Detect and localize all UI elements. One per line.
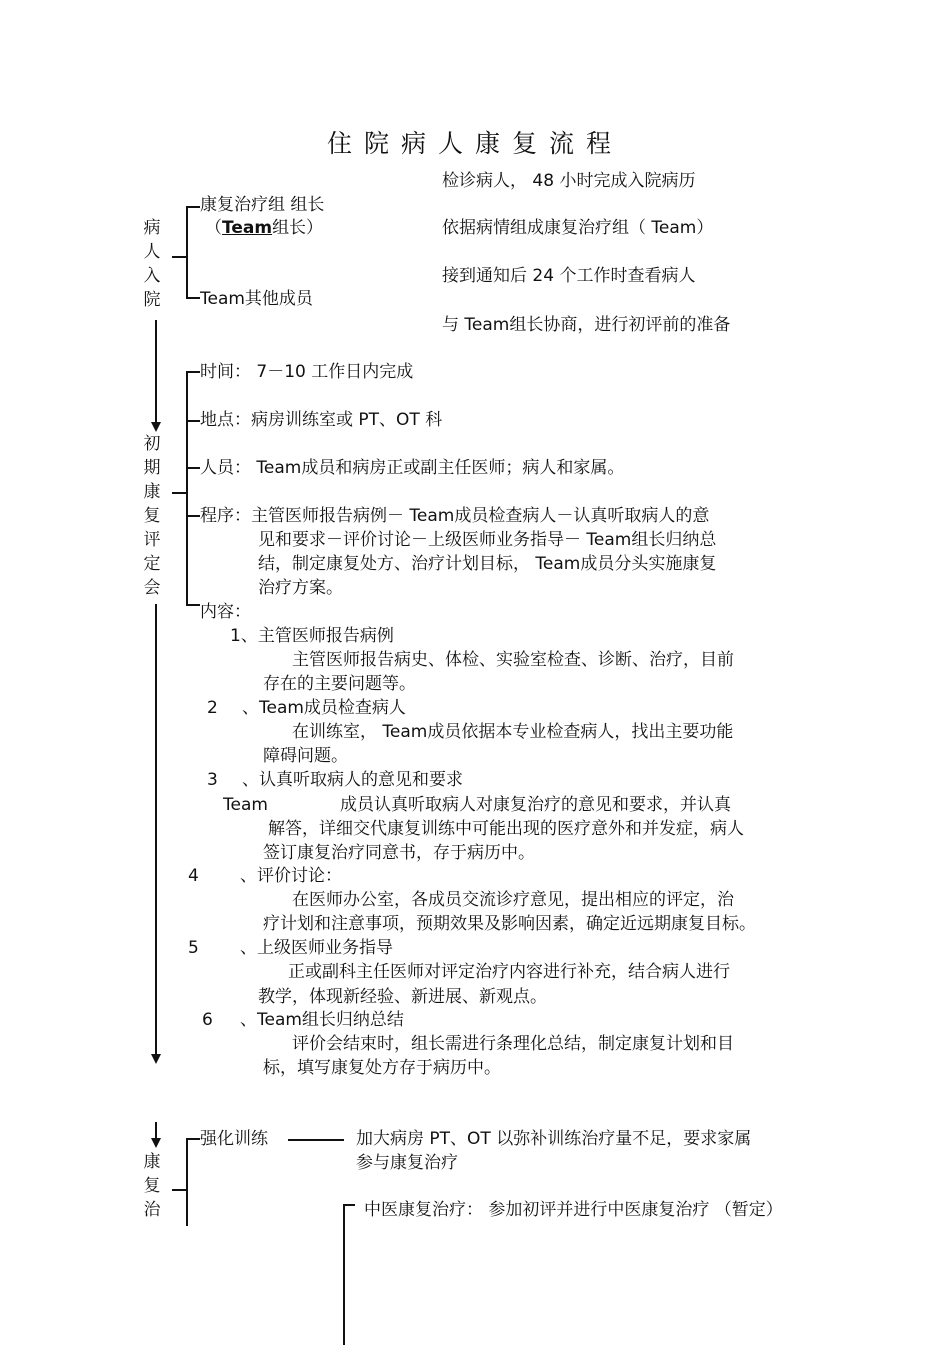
section-label-admission: 病人入院: [143, 218, 161, 310]
bracket-arm: [186, 515, 200, 517]
bracket-arm: [186, 604, 200, 606]
content-item-head: 1、主管医师报告病例: [230, 626, 394, 646]
content-item-head: 、认真听取病人的意见和要求: [242, 770, 463, 790]
intensive-training-note: 加大病房 PT、OT 以弥补训练治疗量不足，要求家属: [356, 1129, 752, 1149]
bracket-arm: [186, 467, 200, 469]
content-item-head: 、上级医师业务指导: [240, 938, 393, 958]
intensive-training-label: 强化训练: [200, 1129, 268, 1149]
content-item-lead: Team: [223, 795, 268, 815]
content-item-body: 成员认真听取病人对康复治疗的意见和要求，并认真: [340, 795, 731, 815]
content-item-body: 标，填写康复处方存于病历中。: [263, 1058, 501, 1078]
tcm-branch-arm: [343, 1204, 355, 1206]
bracket-stem: [172, 1189, 186, 1191]
admission-note: 检诊病人， 48 小时完成入院病历: [442, 171, 696, 191]
section-label-initial-review: 初期康复评定会: [143, 434, 161, 598]
content-item-body: 障碍问题。: [263, 746, 348, 766]
arrow-down-icon: [151, 1054, 161, 1064]
admission-note: 依据病情组成康复治疗组（ Team）: [442, 218, 714, 238]
content-item-body: 疗计划和注意事项，预期效果及影响因素，确定近远期康复目标。: [263, 914, 756, 934]
review-content-label: 内容：: [200, 602, 251, 622]
tcm-treatment-note: 中医康复治疗： 参加初评并进行中医康复治疗 （暂定）: [364, 1200, 783, 1220]
content-item-head: 、Team组长归纳总结: [240, 1010, 404, 1030]
review-time: 时间： 7－10 工作日内完成: [200, 362, 414, 382]
bracket-vertical: [186, 1138, 188, 1226]
bracket-arm: [186, 420, 200, 422]
content-item-number: 6: [202, 1010, 213, 1030]
page-title: 住院病人康复流程: [326, 129, 623, 158]
arrow-down-icon: [151, 1138, 161, 1148]
content-item-head: 、Team成员检查病人: [242, 698, 406, 718]
content-item-number: 5: [188, 938, 199, 958]
bracket-top-arm: [186, 206, 200, 208]
content-item-body: 在医师办公室，各成员交流诊疗意见，提出相应的评定，治: [292, 890, 734, 910]
team-members-label: Team其他成员: [200, 289, 313, 309]
review-procedure: 见和要求－评价讨论－上级医师业务指导－ Team组长归纳总: [258, 530, 717, 550]
content-item-number: 2: [207, 698, 218, 718]
bracket-stem: [172, 256, 186, 258]
content-item-body: 教学，体现新经验、新进展、新观点。: [258, 987, 547, 1007]
content-item-head: 、评价讨论：: [240, 866, 342, 886]
content-item-body: 存在的主要问题等。: [263, 674, 416, 694]
admission-note: 与 Team组长协商，进行初评前的准备: [442, 315, 731, 335]
team-leader-label: 康复治疗组 组长: [200, 195, 325, 215]
bracket-stem: [172, 492, 186, 494]
bracket-arm: [186, 1138, 200, 1140]
flow-arrow-line: [155, 604, 157, 1056]
tcm-branch-line: [343, 1204, 345, 1345]
content-item-number: 4: [188, 866, 199, 886]
content-item-body: 签订康复治疗同意书，存于病历中。: [263, 843, 535, 863]
intensive-training-note: 参与康复治疗: [356, 1153, 458, 1173]
content-item-body: 在训练室， Team成员依据本专业检查病人，找出主要功能: [292, 722, 734, 742]
review-procedure: 治疗方案。: [258, 578, 343, 598]
admission-note: 接到通知后 24 个工作时查看病人: [442, 266, 696, 286]
review-place: 地点：病房训练室或 PT、OT 科: [200, 410, 443, 430]
team-leader-sub: （Team组长）: [205, 218, 324, 238]
review-people: 人员： Team成员和病房正或副主任医师；病人和家属。: [200, 458, 625, 478]
content-item-number: 3: [207, 770, 218, 790]
bracket-bottom-arm: [186, 297, 200, 299]
arrow-down-icon: [151, 422, 161, 432]
connector-line: [288, 1139, 344, 1141]
flow-arrow-line: [155, 320, 157, 424]
bracket-arm: [186, 371, 200, 373]
content-item-body: 主管医师报告病史、体检、实验室检查、诊断、治疗，目前: [292, 650, 734, 670]
review-procedure: 结，制定康复处方、治疗计划目标， Team成员分头实施康复: [258, 554, 717, 574]
bracket-vertical: [186, 371, 188, 605]
bracket-vertical: [186, 206, 188, 298]
content-item-body: 评价会结束时，组长需进行条理化总结，制定康复计划和目: [292, 1034, 734, 1054]
section-label-treatment: 康复治: [143, 1152, 161, 1220]
review-procedure: 程序：主管医师报告病例－ Team成员检查病人－认真听取病人的意: [200, 506, 710, 526]
content-item-body: 正或副科主任医师对评定治疗内容进行补充，结合病人进行: [288, 962, 730, 982]
content-item-body: 解答，详细交代康复训练中可能出现的医疗意外和并发症，病人: [268, 819, 744, 839]
